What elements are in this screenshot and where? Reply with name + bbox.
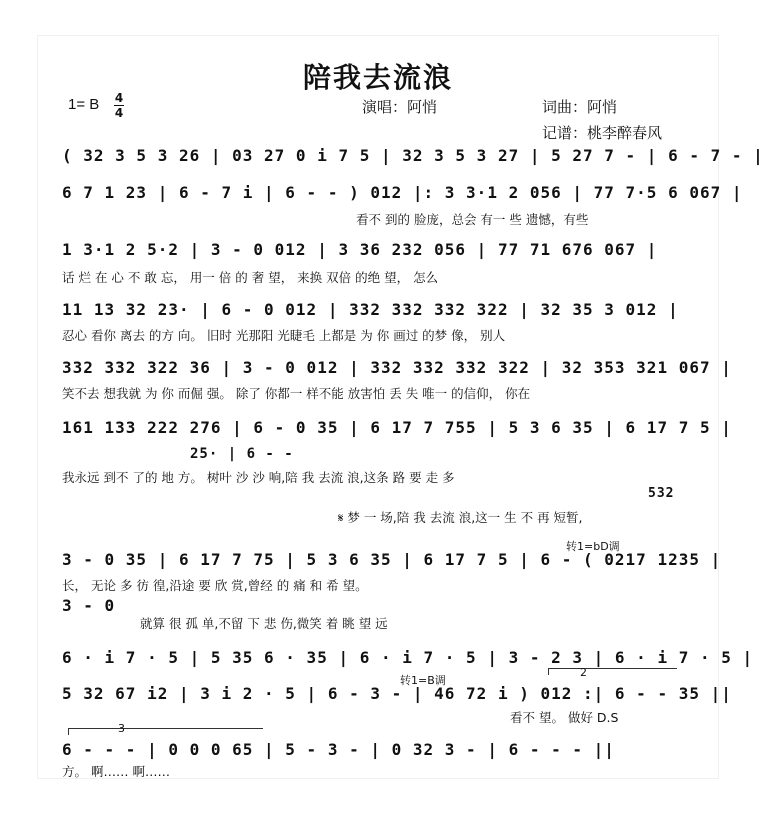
key-change-label-b: 转1=B调 [400, 674, 446, 687]
singer-credit: 演唱：阿悄 [362, 98, 438, 116]
score-line-2: 6 7 1 23 | 6 - 7 i | 6 - - ) 012 |: 3 3·1 2 056 | 77 7·5 6 067 | [62, 183, 743, 202]
volta-bracket-3 [68, 728, 263, 735]
score-line-3: 1 3·1 2 5·2 | 3 - 0 012 | 3 36 232 056 | 77 71 676 067 | [62, 240, 658, 259]
segno-notes: 532 [648, 486, 675, 501]
key-signature: 1= B [68, 96, 100, 113]
score-line-8: 6 · i 7 · 5 | 5 35 6 · 35 | 6 · i 7 · 5 | 3 - 2 3 | 6 · i 7 · 5 | [62, 648, 754, 667]
lyrics-line-9: 看不 望。 做好 D.S [510, 710, 619, 725]
score-line-4: 11 13 32 23· | 6 - 0 012 | 332 332 332 322 | 32 35 3 012 | [62, 300, 679, 319]
lyrics-line-10: 方。 啊…… 啊…… [62, 764, 170, 779]
lyrics-line-3: 话 烂 在 心 不 敢 忘， 用一 倍 的 奢 望， 来换 双倍 的绝 望， 怎么 [62, 270, 439, 285]
score-line-9: 5 32 67 i2 | 3 i 2 · 5 | 6 - 3 - | 46 72 i ) 012 :| 6 - - 35 || [62, 684, 732, 703]
key-change-label-bd: 转1=bD调 [566, 540, 620, 553]
lyrics-line-7: 长， 无论 多 彷 徨,沿途 要 欣 赏,曾经 的 痛 和 希 望。 [62, 578, 368, 593]
volta-bracket-2 [548, 668, 677, 675]
transcriber-credit: 记谱：桃李醉春风 [542, 124, 663, 142]
time-signature [114, 92, 124, 119]
score-line-6-alt: 25· | 6 - - [190, 446, 294, 462]
score-line-6: 161 133 222 276 | 6 - 0 35 | 6 17 7 755 | 5 3 6 35 | 6 17 7 5 | [62, 418, 732, 437]
lyricist-credit: 词曲：阿悄 [542, 98, 618, 116]
song-title: 陪我去流浪 [302, 61, 453, 94]
lyrics-line-2: 看不 到的 脸庞，总会 有一 些 遗憾，有些 [356, 212, 589, 227]
lyrics-line-6: 我永远 到不 了的 地 方。 树叶 沙 沙 响,陪 我 去流 浪,这条 路 要 走 多 [62, 470, 455, 485]
lyrics-line-6-alt: 𝄋 梦 一 场,陪 我 去流 浪,这一 生 不 再 短暂, [338, 510, 583, 525]
lyrics-line-4: 忍心 看你 离去 的方 向。 旧时 光那阳 光睫毛 上都是 为 你 画过 的梦 像， 别人 [62, 328, 506, 343]
score-line-1: ( 32 3 5 3 26 | 03 27 0 i 7 5 | 32 3 5 3 27 | 5 27 7 - | 6 - 7 - | [62, 146, 764, 165]
score-line-7-alt: 3 - 0 [62, 596, 116, 615]
score-line-10: 6 - - - | 0 0 0 65 | 5 - 3 - | 0 32 3 - | 6 - - - || [62, 740, 615, 759]
lyrics-line-5: 笑不去 想我就 为 你 而倔 强。 除了 你都一 样不能 放害怕 丢 失 唯一 的信仰， 你在 [62, 386, 531, 401]
volta-label-3: 3 [118, 722, 125, 735]
volta-label-2: 2 [580, 666, 587, 679]
time-signature-top: 4 [114, 91, 124, 105]
time-signature-bottom: 4 [114, 106, 124, 120]
lyrics-line-7-alt: 就算 很 孤 单,不留 下 悲 伤,微笑 着 眺 望 远 [140, 616, 388, 631]
score-line-5: 332 332 322 36 | 3 - 0 012 | 332 332 332 322 | 32 353 321 067 | [62, 358, 732, 377]
score-line-7: 3 - 0 35 | 6 17 7 75 | 5 3 6 35 | 6 17 7 5 | 6 - ( 0217 1235 | [62, 550, 722, 569]
